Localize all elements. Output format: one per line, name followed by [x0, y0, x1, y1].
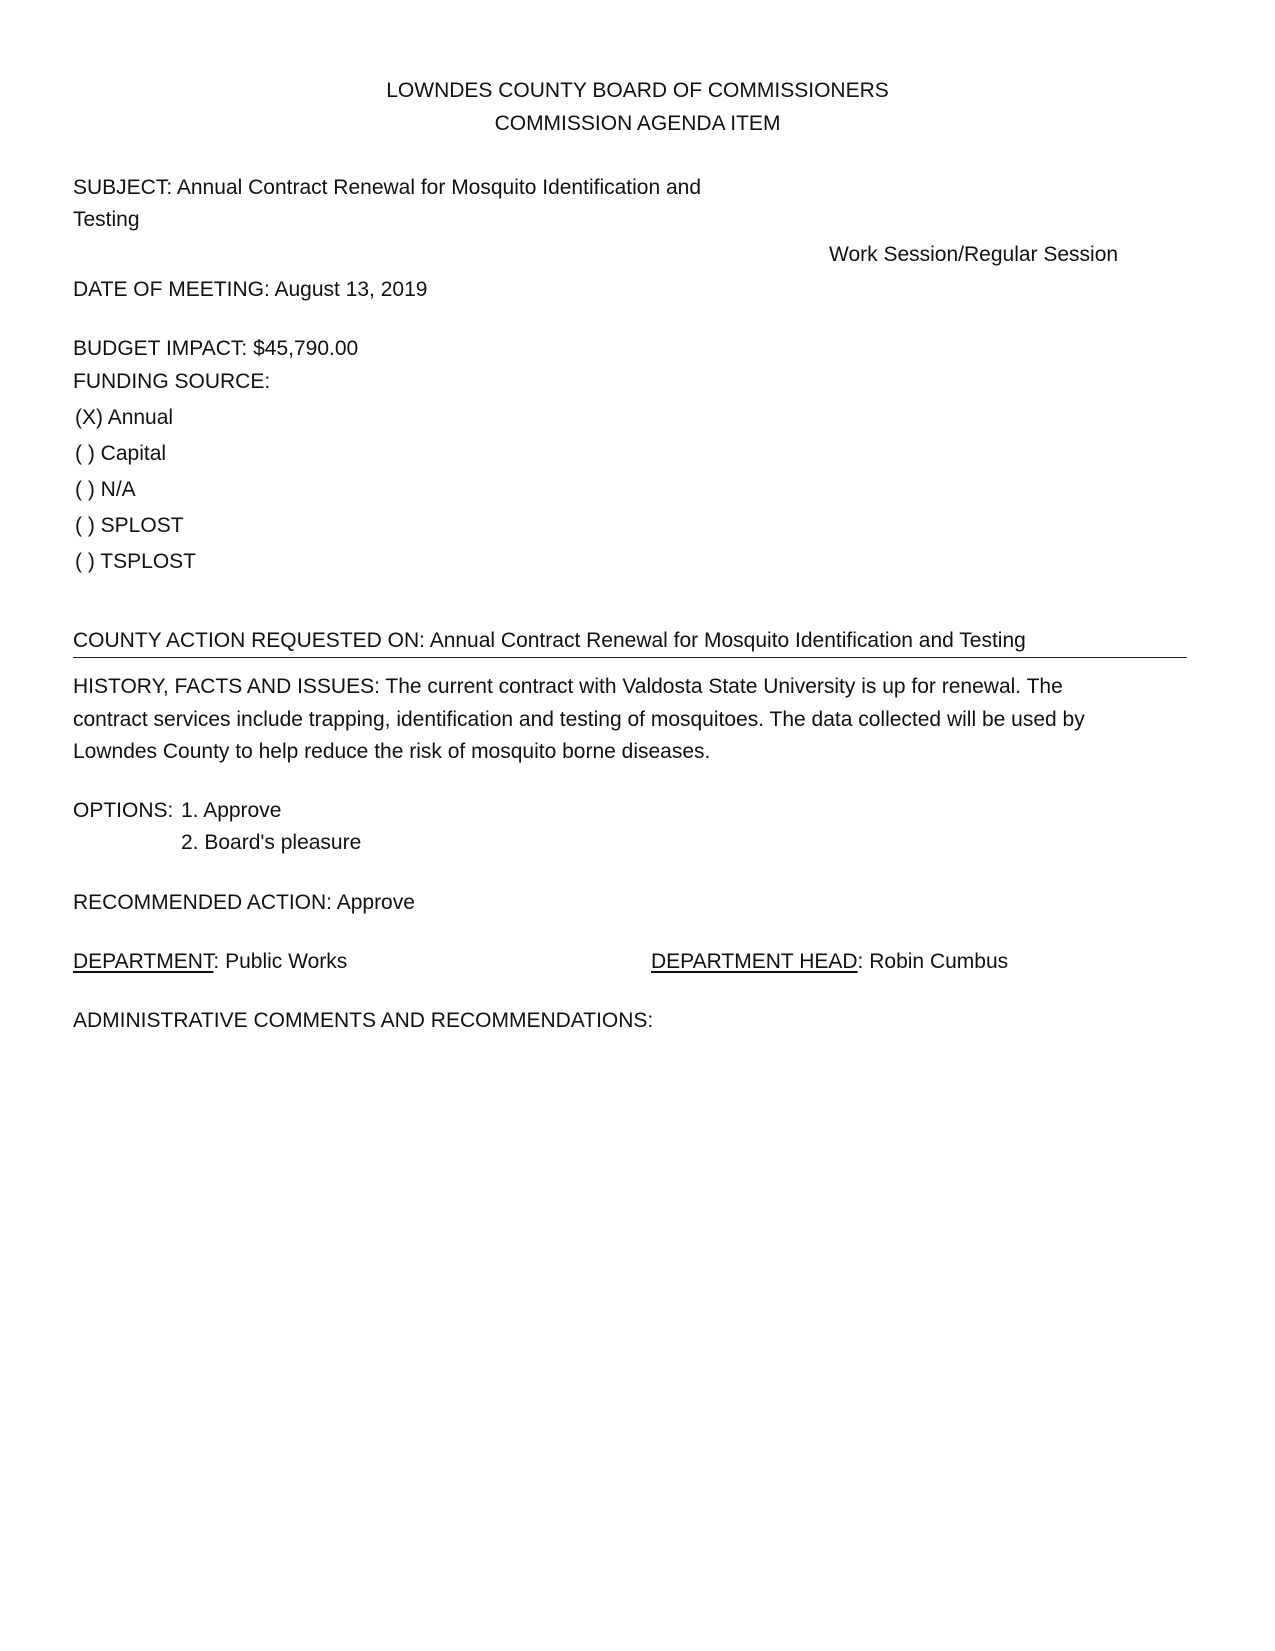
funding-option-capital: [75, 440, 166, 467]
options-label: OPTIONS:: [73, 799, 174, 822]
session-type: Work Session/Regular Session: [829, 243, 1119, 266]
history-line-1: [73, 673, 1063, 700]
admin-comments-label: ADMINISTRATIVE COMMENTS AND RECOMMENDATIONS:: [73, 1009, 654, 1032]
subject-value: Annual Contract Renewal for Mosquito Identification and: [176, 176, 702, 199]
department-label: DEPARTMENT: [73, 950, 214, 973]
department: DEPARTMENT: Public Works: [73, 950, 348, 973]
department-head-label: DEPARTMENT HEAD: [651, 950, 858, 973]
subject-line-2: Testing: [73, 208, 140, 231]
funding-option-mark: (X): [75, 406, 103, 429]
history-label: HISTORY, FACTS AND ISSUES:: [73, 675, 380, 698]
history-text-1: The current contract with Valdosta State University is up for renewal. The: [385, 675, 1063, 698]
section-divider: [73, 657, 1187, 658]
org-title: LOWNDES COUNTY BOARD OF COMMISSIONERS: [386, 79, 889, 102]
funding-option-label: N/A: [100, 478, 136, 501]
recommended-action-value: Approve: [336, 891, 415, 914]
action-requested-value: Annual Contract Renewal for Mosquito Identification and Testing: [429, 629, 1026, 652]
funding-option-mark: ( ): [75, 514, 95, 537]
meeting-date-label: DATE OF MEETING:: [73, 278, 270, 301]
meeting-date: [73, 276, 427, 303]
history-line-3: Lowndes County to help reduce the risk of mosquito borne diseases.: [73, 740, 711, 763]
meeting-date-value: August 13, 2019: [274, 278, 428, 301]
funding-option-tsplost: [75, 548, 196, 575]
funding-option-mark: ( ): [75, 478, 95, 501]
funding-source-label: FUNDING SOURCE:: [73, 370, 271, 393]
department-head-value: Robin Cumbus: [869, 950, 1009, 973]
funding-option-na: [75, 476, 136, 503]
action-requested: [73, 627, 1026, 654]
funding-option-label: TSPLOST: [100, 550, 196, 573]
funding-option-label: SPLOST: [100, 514, 184, 537]
funding-option-annual: [75, 404, 173, 431]
funding-option-mark: ( ): [75, 550, 95, 573]
action-requested-label: COUNTY ACTION REQUESTED ON:: [73, 629, 425, 652]
budget-impact-label: BUDGET IMPACT:: [73, 337, 248, 360]
subject-label: SUBJECT:: [73, 176, 173, 199]
history-line-2: contract services include trapping, identification and testing of mosquitoes. The data collected will be used by: [73, 708, 1085, 731]
doc-type-title: COMMISSION AGENDA ITEM: [494, 112, 781, 135]
funding-option-label: Capital: [100, 442, 167, 465]
option-item-1: 1. Approve: [181, 799, 282, 822]
department-head: DEPARTMENT HEAD: Robin Cumbus: [651, 950, 1009, 973]
budget-impact: [73, 335, 358, 362]
subject-line-1: [73, 174, 701, 201]
recommended-action-label: RECOMMENDED ACTION:: [73, 891, 333, 914]
recommended-action: [73, 889, 415, 916]
funding-option-splost: [75, 512, 184, 539]
budget-impact-value: $45,790.00: [253, 337, 359, 360]
option-item-2: 2. Board's pleasure: [181, 831, 362, 854]
department-value: Public Works: [225, 950, 348, 973]
funding-option-mark: ( ): [75, 442, 95, 465]
funding-option-label: Annual: [107, 406, 174, 429]
